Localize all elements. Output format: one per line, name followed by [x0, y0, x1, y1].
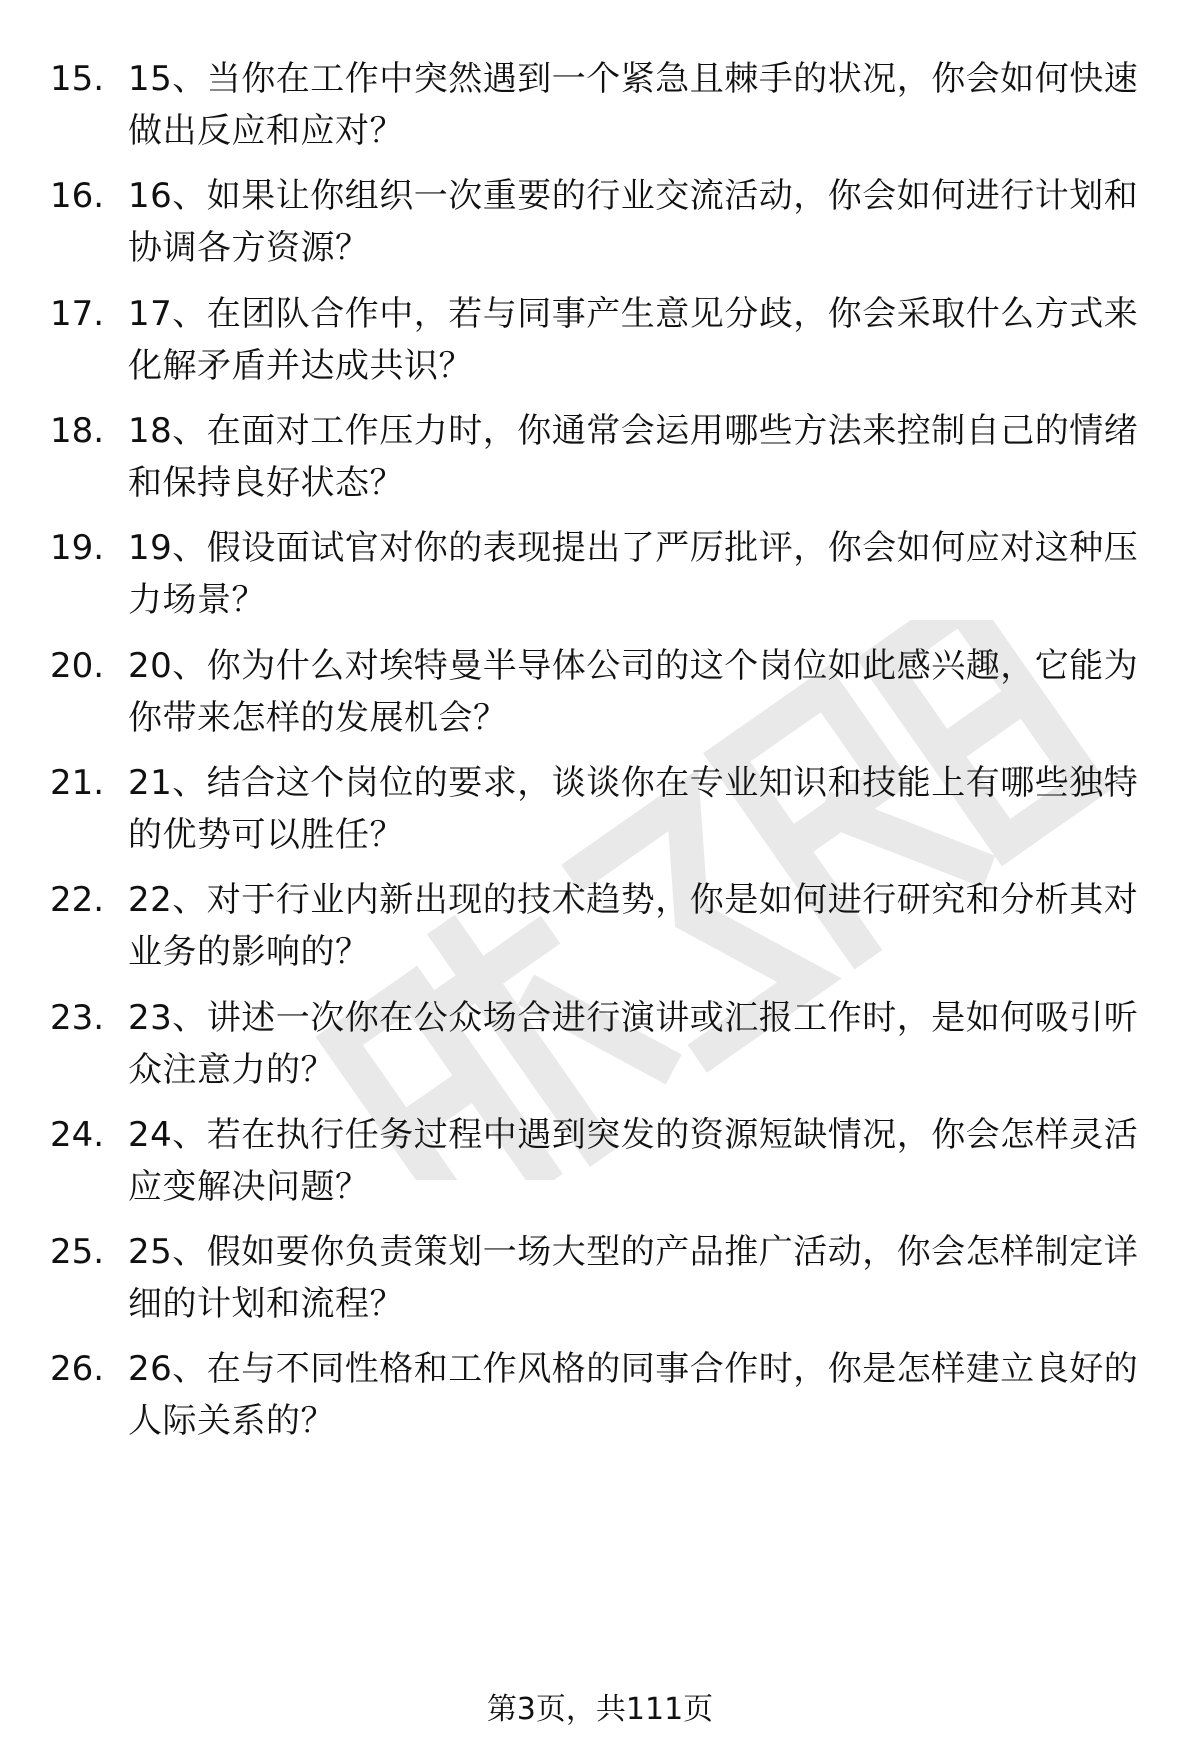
question-text: 20、你为什么对埃特曼半导体公司的这个岗位如此感兴趣，它能为你带来怎样的发展机会？ — [128, 646, 1139, 738]
question-text: 22、对于行业内新出现的技术趋势，你是如何进行研究和分析其对业务的影响的？ — [128, 880, 1139, 972]
list-item — [0, 1109, 1200, 1219]
question-number: 20. — [50, 646, 105, 686]
list-item — [0, 874, 1200, 984]
question-text: 18、在面对工作压力时，你通常会运用哪些方法来控制自己的情绪和保持良好状态？ — [128, 411, 1139, 503]
question-text: 16、如果让你组织一次重要的行业交流活动，你会如何进行计划和协调各方资源？ — [128, 176, 1139, 268]
question-number: 24. — [50, 1115, 105, 1155]
list-item — [0, 53, 1200, 163]
question-number: 22. — [50, 880, 105, 920]
list-item — [0, 640, 1200, 750]
question-number: 18. — [50, 411, 105, 451]
list-item — [0, 522, 1200, 632]
question-text: 23、讲述一次你在公众场合进行演讲或汇报工作时，是如何吸引听众注意力的？ — [128, 998, 1139, 1090]
question-text: 17、在团队合作中，若与同事产生意见分歧，你会采取什么方式来化解矛盾并达成共识？ — [128, 294, 1139, 386]
list-item — [0, 405, 1200, 515]
question-text: 21、结合这个岗位的要求，谈谈你在专业知识和技能上有哪些独特的优势可以胜任？ — [128, 763, 1139, 855]
question-number: 21. — [50, 763, 105, 803]
page-number-footer: 第3页，共111页 — [486, 1692, 714, 1727]
question-number: 15. — [50, 59, 105, 99]
question-number: 23. — [50, 998, 105, 1038]
question-number: 17. — [50, 294, 105, 334]
list-item — [0, 170, 1200, 280]
question-number: 25. — [50, 1232, 105, 1272]
question-text: 26、在与不同性格和工作风格的同事合作时，你是怎样建立良好的人际关系的？ — [128, 1349, 1139, 1441]
question-text: 24、若在执行任务过程中遇到突发的资源短缺情况，你会怎样灵活应变解决问题？ — [128, 1115, 1139, 1207]
list-item — [0, 288, 1200, 398]
question-number: 16. — [50, 176, 105, 216]
list-item — [0, 1226, 1200, 1336]
list-item — [0, 992, 1200, 1102]
question-number: 26. — [50, 1349, 105, 1389]
question-number: 19. — [50, 528, 105, 568]
question-text: 19、假设面试官对你的表现提出了严厉批评，你会如何应对这种压力场景？ — [128, 528, 1139, 620]
list-item — [0, 1343, 1200, 1453]
list-item — [0, 757, 1200, 867]
question-text: 25、假如要你负责策划一场大型的产品推广活动，你会怎样制定详细的计划和流程？ — [128, 1232, 1139, 1324]
question-text: 15、当你在工作中突然遇到一个紧急且棘手的状况，你会如何快速做出反应和应对？ — [128, 59, 1139, 151]
